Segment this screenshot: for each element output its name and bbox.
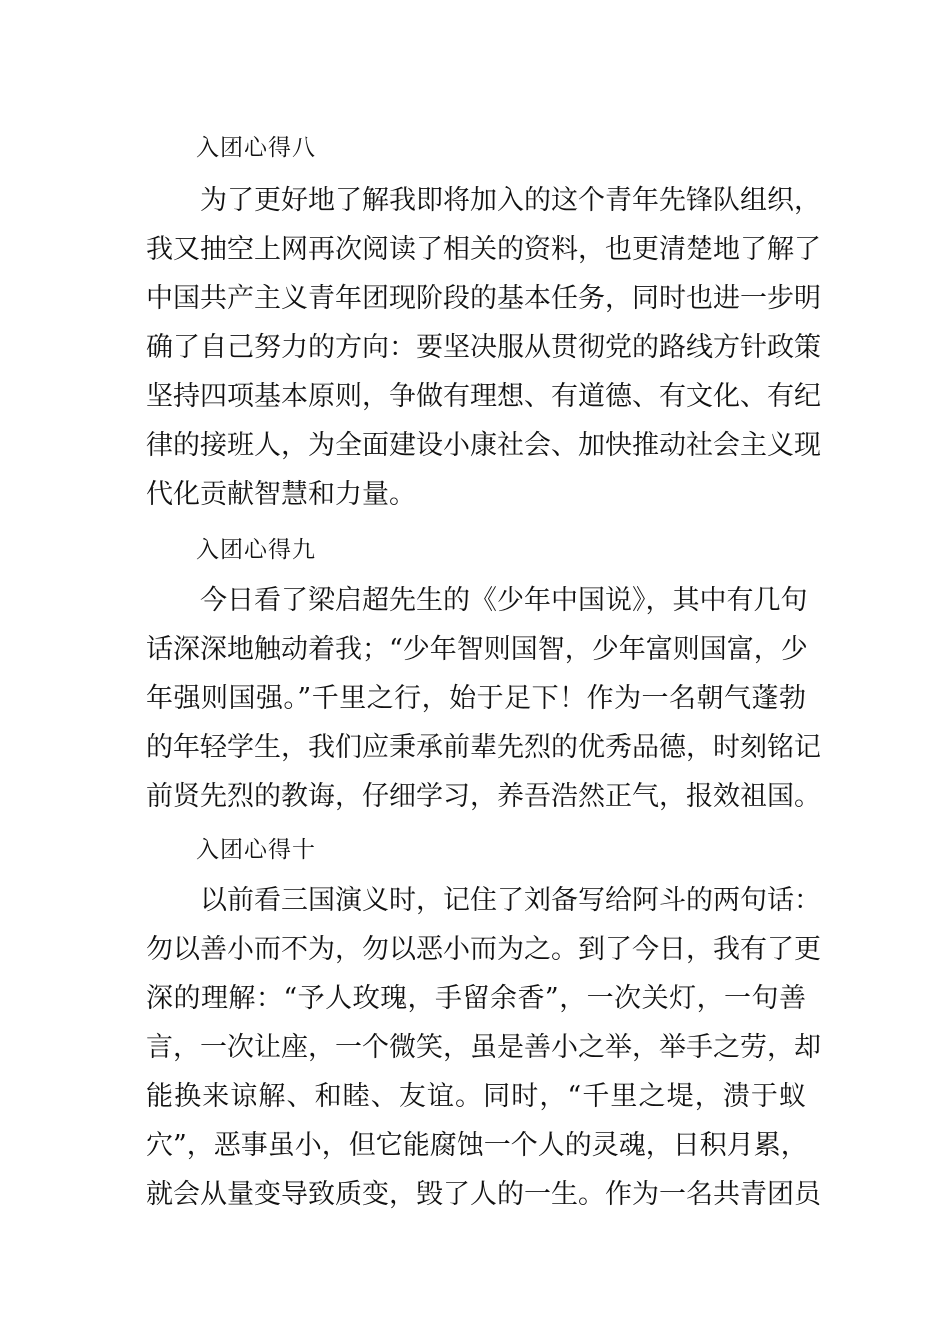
paragraph-line: 代化贡献智慧和力量。: [146, 479, 416, 510]
paragraph-line: 律的接班人，为全面建设小康社会、加快推动社会主义现: [146, 430, 821, 461]
paragraph-line: 确了自己努力的方向：要坚决服从贯彻党的路线方针政策: [146, 332, 821, 363]
paragraph-line: 深的理解：“予人玫瑰，手留余香”，一次关灯，一句善: [146, 983, 806, 1014]
paragraph-line: 以前看三国演义时，记住了刘备写给阿斗的两句话：: [200, 885, 821, 916]
section-title: 入团心得十: [196, 837, 316, 863]
paragraph-line: 能换来谅解、和睦、友谊。同时，“千里之堤，溃于蚁: [146, 1081, 806, 1112]
paragraph-line: 中国共产主义青年团现阶段的基本任务，同时也进一步明: [146, 283, 821, 314]
paragraph-line: 的年轻学生，我们应秉承前辈先烈的优秀品德，时刻铭记: [146, 732, 821, 763]
paragraph-line: 话深深地触动着我；“少年智则国智，少年富则国富，少: [146, 634, 808, 665]
paragraph-line: 我又抽空上网再次阅读了相关的资料，也更清楚地了解了: [146, 234, 821, 265]
paragraph-line: 言，一次让座，一个微笑，虽是善小之举，举手之劳，却: [146, 1032, 821, 1063]
paragraph-line: 今日看了梁启超先生的《少年中国说》，其中有几句: [200, 585, 808, 616]
paragraph-line: 坚持四项基本原则，争做有理想、有道德、有文化、有纪: [146, 381, 821, 412]
paragraph-line: 勿以善小而不为，勿以恶小而为之。到了今日，我有了更: [146, 934, 821, 965]
paragraph-line: 就会从量变导致质变，毁了人的一生。作为一名共青团员: [146, 1179, 821, 1210]
section-title: 入团心得八: [196, 135, 316, 161]
section-title: 入团心得九: [196, 537, 316, 563]
paragraph-line: 穴”，恶事虽小，但它能腐蚀一个人的灵魂，日积月累，: [146, 1130, 808, 1161]
paragraph-line: 前贤先烈的教诲，仔细学习，养吾浩然正气，报效祖国。: [146, 781, 821, 812]
paragraph-line: 年强则国强。”千里之行，始于足下！作为一名朝气蓬勃: [146, 683, 806, 714]
paragraph-line: 为了更好地了解我即将加入的这个青年先锋队组织，: [200, 185, 821, 216]
